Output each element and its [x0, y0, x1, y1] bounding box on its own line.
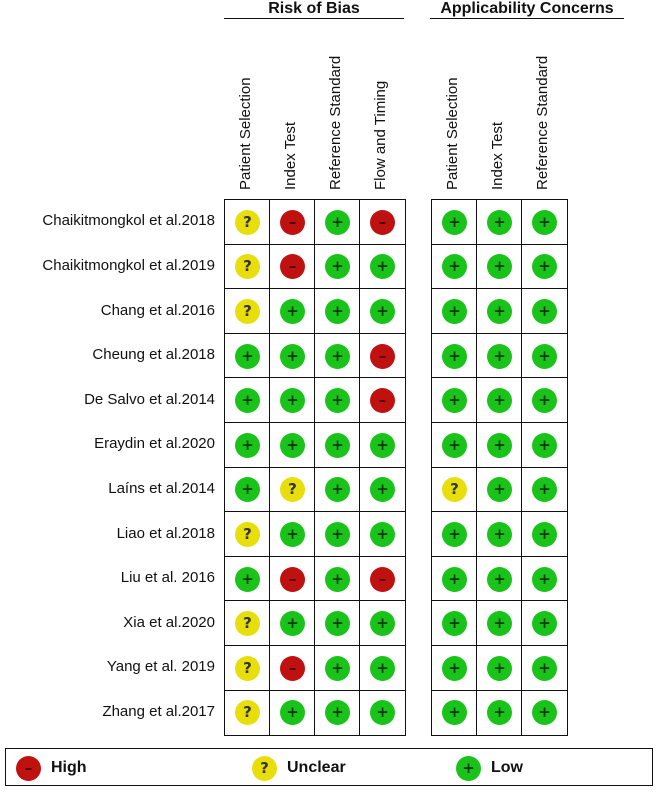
- judgement-cell: [225, 289, 270, 334]
- judgement-low-icon: +: [442, 656, 467, 681]
- judgement-cell: [522, 557, 567, 602]
- judgement-cell: [522, 601, 567, 646]
- judgement-cell: [270, 378, 315, 423]
- judgement-cell: [432, 691, 477, 736]
- judgement-cell: [315, 468, 360, 513]
- judgement-low-icon: +: [532, 433, 557, 458]
- applicability-grid: [431, 199, 568, 736]
- column-label-applicability-patient-selection: Patient Selection: [444, 77, 461, 190]
- judgement-high-icon: –: [370, 567, 395, 592]
- study-label: Xia et al.2020: [123, 613, 215, 631]
- judgement-low-icon: +: [235, 344, 260, 369]
- legend-item-high: [16, 755, 87, 781]
- judgement-cell: [432, 200, 477, 245]
- judgement-cell: [477, 601, 522, 646]
- judgement-cell: [315, 512, 360, 557]
- judgement-low-icon: +: [532, 210, 557, 235]
- judgement-low-icon: +: [487, 700, 512, 725]
- judgement-low-icon: +: [442, 210, 467, 235]
- judgement-cell: [477, 512, 522, 557]
- judgement-low-icon: +: [325, 700, 350, 725]
- judgement-low-icon: +: [487, 611, 512, 636]
- judgement-cell: [432, 334, 477, 379]
- judgement-cell: [270, 646, 315, 691]
- judgement-unclear-icon: ?: [235, 299, 260, 324]
- judgement-cell: [315, 646, 360, 691]
- legend-unclear-icon: ?: [252, 756, 277, 781]
- judgement-unclear-icon: ?: [235, 522, 260, 547]
- judgement-low-icon: +: [532, 567, 557, 592]
- judgement-cell: [225, 468, 270, 513]
- judgement-cell: [477, 245, 522, 290]
- legend-high-icon: –: [16, 756, 41, 781]
- judgement-cell: [360, 378, 405, 423]
- judgement-low-icon: +: [487, 567, 512, 592]
- judgement-high-icon: –: [280, 567, 305, 592]
- judgement-low-icon: +: [532, 388, 557, 413]
- judgement-low-icon: +: [370, 433, 395, 458]
- judgement-low-icon: +: [487, 656, 512, 681]
- judgement-low-icon: +: [235, 567, 260, 592]
- judgement-cell: [360, 334, 405, 379]
- judgement-low-icon: +: [442, 567, 467, 592]
- judgement-high-icon: –: [370, 344, 395, 369]
- study-label: Laíns et al.2014: [108, 479, 215, 497]
- judgement-cell: [270, 691, 315, 736]
- judgement-low-icon: +: [442, 299, 467, 324]
- judgement-low-icon: +: [532, 611, 557, 636]
- applicability-concerns-title: Applicability Concerns: [440, 0, 614, 17]
- judgement-cell: [315, 200, 360, 245]
- judgement-low-icon: +: [235, 433, 260, 458]
- judgement-cell: [225, 557, 270, 602]
- judgement-low-icon: +: [235, 388, 260, 413]
- judgement-low-icon: +: [487, 433, 512, 458]
- legend-label-low: Low: [491, 759, 523, 776]
- judgement-cell: [270, 423, 315, 468]
- judgement-cell: [432, 378, 477, 423]
- judgement-low-icon: +: [325, 299, 350, 324]
- judgement-low-icon: +: [325, 344, 350, 369]
- judgement-cell: [360, 468, 405, 513]
- judgement-low-icon: +: [370, 656, 395, 681]
- judgement-cell: [477, 289, 522, 334]
- judgement-low-icon: +: [325, 656, 350, 681]
- judgement-cell: [225, 245, 270, 290]
- judgement-cell: [432, 601, 477, 646]
- judgement-cell: [315, 334, 360, 379]
- applicability-concerns-rule: [430, 18, 624, 19]
- judgement-low-icon: +: [325, 477, 350, 502]
- judgement-low-icon: +: [442, 254, 467, 279]
- judgement-low-icon: +: [487, 299, 512, 324]
- judgement-cell: [270, 289, 315, 334]
- legend: [5, 748, 653, 786]
- judgement-low-icon: +: [532, 477, 557, 502]
- judgement-low-icon: +: [442, 611, 467, 636]
- column-label-applicability-reference-standard: Reference Standard: [534, 55, 551, 190]
- judgement-high-icon: –: [280, 254, 305, 279]
- study-label: Cheung et al.2018: [92, 346, 215, 364]
- judgement-low-icon: +: [235, 477, 260, 502]
- study-label: Eraydin et al.2020: [94, 435, 215, 453]
- judgement-low-icon: +: [487, 522, 512, 547]
- judgement-low-icon: +: [370, 254, 395, 279]
- judgement-low-icon: +: [325, 433, 350, 458]
- judgement-low-icon: +: [280, 344, 305, 369]
- judgement-cell: [432, 423, 477, 468]
- judgement-cell: [225, 512, 270, 557]
- judgement-cell: [522, 289, 567, 334]
- judgement-low-icon: +: [280, 388, 305, 413]
- judgement-cell: [225, 646, 270, 691]
- judgement-low-icon: +: [442, 344, 467, 369]
- judgement-high-icon: –: [370, 210, 395, 235]
- judgement-cell: [315, 423, 360, 468]
- column-label-bias-flow-and-timing: Flow and Timing: [372, 80, 389, 190]
- risk-of-bias-grid: [224, 199, 406, 736]
- judgement-cell: [270, 601, 315, 646]
- judgement-cell: [360, 691, 405, 736]
- risk-of-bias-title: Risk of Bias: [268, 0, 360, 17]
- judgement-cell: [432, 289, 477, 334]
- judgement-cell: [432, 245, 477, 290]
- judgement-low-icon: +: [280, 700, 305, 725]
- judgement-cell: [225, 423, 270, 468]
- judgement-low-icon: +: [532, 522, 557, 547]
- judgement-cell: [522, 691, 567, 736]
- study-label: Liu et al. 2016: [120, 569, 215, 587]
- judgement-cell: [225, 378, 270, 423]
- column-label-bias-patient-selection: Patient Selection: [237, 77, 254, 190]
- legend-label-high: High: [51, 759, 87, 776]
- judgement-low-icon: +: [487, 344, 512, 369]
- judgement-cell: [270, 334, 315, 379]
- study-label: Chaikitmongkol et al.2018: [42, 212, 215, 230]
- judgement-low-icon: +: [442, 522, 467, 547]
- judgement-cell: [522, 423, 567, 468]
- judgement-cell: [315, 245, 360, 290]
- judgement-cell: [225, 334, 270, 379]
- judgement-cell: [360, 646, 405, 691]
- judgement-cell: [477, 646, 522, 691]
- judgement-cell: [270, 512, 315, 557]
- judgement-low-icon: +: [325, 210, 350, 235]
- study-label: Liao et al.2018: [116, 524, 215, 542]
- judgement-unclear-icon: ?: [442, 477, 467, 502]
- judgement-cell: [477, 378, 522, 423]
- judgement-cell: [522, 646, 567, 691]
- judgement-cell: [225, 200, 270, 245]
- judgement-low-icon: +: [487, 477, 512, 502]
- legend-low-icon: +: [456, 756, 481, 781]
- judgement-low-icon: +: [370, 299, 395, 324]
- judgement-cell: [522, 512, 567, 557]
- study-label: Chaikitmongkol et al.2019: [42, 256, 215, 274]
- judgement-low-icon: +: [325, 567, 350, 592]
- judgement-low-icon: +: [487, 388, 512, 413]
- judgement-low-icon: +: [280, 522, 305, 547]
- judgement-low-icon: +: [325, 611, 350, 636]
- judgement-cell: [522, 468, 567, 513]
- judgement-cell: [270, 200, 315, 245]
- column-label-bias-reference-standard: Reference Standard: [327, 55, 344, 190]
- judgement-low-icon: +: [325, 522, 350, 547]
- judgement-cell: [360, 289, 405, 334]
- judgement-cell: [477, 334, 522, 379]
- judgement-cell: [432, 468, 477, 513]
- judgement-unclear-icon: ?: [235, 656, 260, 681]
- judgement-high-icon: –: [370, 388, 395, 413]
- judgement-cell: [477, 691, 522, 736]
- judgement-low-icon: +: [487, 210, 512, 235]
- judgement-cell: [270, 468, 315, 513]
- column-label-applicability-index-test: Index Test: [489, 121, 506, 190]
- judgement-high-icon: –: [280, 210, 305, 235]
- study-label: Chang et al.2016: [100, 301, 215, 319]
- judgement-cell: [270, 245, 315, 290]
- judgement-cell: [360, 423, 405, 468]
- risk-of-bias-rule: [224, 18, 404, 19]
- legend-label-unclear: Unclear: [287, 759, 346, 776]
- judgement-cell: [522, 334, 567, 379]
- judgement-cell: [360, 512, 405, 557]
- judgement-unclear-icon: ?: [235, 210, 260, 235]
- judgement-cell: [315, 557, 360, 602]
- judgement-low-icon: +: [442, 388, 467, 413]
- judgement-low-icon: +: [280, 299, 305, 324]
- judgement-cell: [360, 200, 405, 245]
- judgement-low-icon: +: [532, 299, 557, 324]
- judgement-cell: [225, 691, 270, 736]
- column-label-bias-index-test: Index Test: [282, 121, 299, 190]
- judgement-low-icon: +: [325, 254, 350, 279]
- judgement-cell: [522, 378, 567, 423]
- judgement-low-icon: +: [442, 700, 467, 725]
- judgement-cell: [432, 512, 477, 557]
- judgement-cell: [432, 557, 477, 602]
- judgement-high-icon: –: [280, 656, 305, 681]
- judgement-low-icon: +: [442, 433, 467, 458]
- judgement-cell: [315, 601, 360, 646]
- judgement-low-icon: +: [532, 700, 557, 725]
- judgement-unclear-icon: ?: [235, 254, 260, 279]
- legend-item-low: [456, 755, 523, 781]
- legend-item-unclear: [252, 755, 346, 781]
- judgement-cell: [360, 245, 405, 290]
- judgement-low-icon: +: [325, 388, 350, 413]
- judgement-unclear-icon: ?: [280, 477, 305, 502]
- judgement-low-icon: +: [280, 611, 305, 636]
- judgement-cell: [225, 601, 270, 646]
- judgement-cell: [477, 423, 522, 468]
- judgement-cell: [432, 646, 477, 691]
- study-label: Zhang et al.2017: [102, 702, 215, 720]
- judgement-low-icon: +: [370, 700, 395, 725]
- judgement-cell: [360, 557, 405, 602]
- judgement-cell: [477, 200, 522, 245]
- judgement-cell: [477, 468, 522, 513]
- judgement-cell: [522, 245, 567, 290]
- judgement-low-icon: +: [532, 254, 557, 279]
- judgement-cell: [477, 557, 522, 602]
- judgement-cell: [522, 200, 567, 245]
- judgement-unclear-icon: ?: [235, 611, 260, 636]
- judgement-low-icon: +: [370, 477, 395, 502]
- judgement-unclear-icon: ?: [235, 700, 260, 725]
- judgement-cell: [315, 691, 360, 736]
- judgement-cell: [315, 289, 360, 334]
- judgement-low-icon: +: [370, 611, 395, 636]
- judgement-low-icon: +: [487, 254, 512, 279]
- judgement-low-icon: +: [532, 344, 557, 369]
- judgement-cell: [360, 601, 405, 646]
- study-label: De Salvo et al.2014: [84, 390, 215, 408]
- judgement-low-icon: +: [280, 433, 305, 458]
- judgement-low-icon: +: [532, 656, 557, 681]
- study-label: Yang et al. 2019: [106, 658, 215, 676]
- judgement-cell: [270, 557, 315, 602]
- judgement-cell: [315, 378, 360, 423]
- judgement-low-icon: +: [370, 522, 395, 547]
